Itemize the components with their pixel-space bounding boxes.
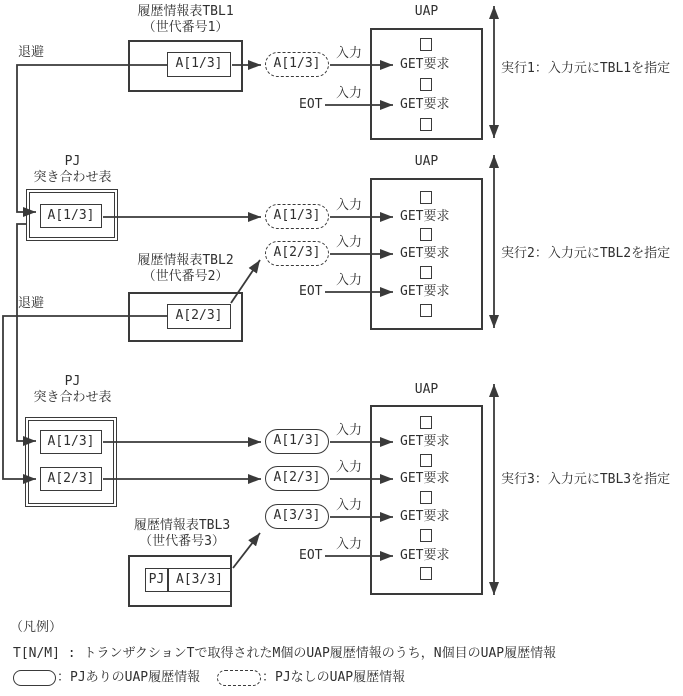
uap1-square-2 [420,78,432,91]
pj2-subtitle: 突き合わせ表 [33,390,112,405]
tbl3-entry: A[3/3] [168,568,231,592]
uap2-square-2 [420,228,432,241]
tbl3-subtitle: （世代番号3） [139,534,225,549]
exec3-label: 実行3：入力元にTBL3を指定 [501,472,671,487]
node-a23-exec3: A[2/3] [265,466,329,491]
uap3-square-4 [420,529,432,542]
tbl1-title: 履歴情報表TBL1 [137,4,234,19]
pj2-title: PJ [64,374,81,389]
tbl1-subtitle: （世代番号1） [142,20,229,35]
input-label-2-1: 入力 [336,198,363,213]
eot-label-2: EOT [299,284,323,299]
exec1-label: 実行1：入力元にTBL1を指定 [501,61,671,76]
legend-without-pj-label: ：PJなしのUAP履歴情報 [262,670,406,685]
uap1-title: UAP [414,4,439,19]
line-tbl3-diagonal-to-node3c [233,533,260,568]
pj2-entry-a13: A[1/3] [40,430,102,454]
legend-title: （凡例） [10,620,63,635]
node-a13-exec1: A[1/3] [265,52,329,77]
uap3-get-2: GET要求 [400,471,450,486]
uap3-square-1 [420,416,432,429]
input-label-2-2: 入力 [336,235,363,250]
uap1-square-3 [420,118,432,131]
uap1-square-1 [420,38,432,51]
input-label-1-1: 入力 [336,46,363,61]
eot-label-1: EOT [299,97,323,112]
uap2-title: UAP [414,154,439,169]
pj1-subtitle: 突き合わせ表 [33,170,112,185]
tbl3-title: 履歴情報表TBL3 [133,518,231,533]
uap3-square-3 [420,491,432,504]
pj1-entry-a13: A[1/3] [40,204,102,228]
tbl2-subtitle: （世代番号2） [142,269,229,284]
evacuate-label-2: 退避 [18,296,45,311]
input-label-3-1: 入力 [336,423,363,438]
input-label-1-2: 入力 [336,86,363,101]
legend-with-pj-label: ：PJありのUAP履歴情報 [57,670,201,685]
node-a13-exec3: A[1/3] [265,429,329,454]
uap2-square-4 [420,304,432,317]
eot-label-3: EOT [299,548,323,563]
uap2-get-2: GET要求 [400,246,450,261]
uap2-get-1: GET要求 [400,209,450,224]
tbl2-title: 履歴情報表TBL2 [137,253,234,268]
evacuate-label-1: 退避 [18,45,45,60]
uap3-square-2 [420,454,432,467]
uap3-get-4: GET要求 [400,548,450,563]
uap1-get-1: GET要求 [400,57,450,72]
input-label-3-2: 入力 [336,460,363,475]
uap3-get-3: GET要求 [400,509,450,524]
node-a33-exec3: A[3/3] [265,504,329,529]
input-label-3-3: 入力 [336,498,363,513]
uap2-square-3 [420,266,432,279]
pj2-entry-a23: A[2/3] [40,467,102,491]
pj1-title: PJ [64,154,81,169]
uap2-square-1 [420,191,432,204]
uap3-get-1: GET要求 [400,434,450,449]
legend-solid-node-sample [13,670,56,686]
node-a23-exec2: A[2/3] [265,241,329,266]
exec2-label: 実行2：入力元にTBL2を指定 [501,246,671,261]
legend-dashed-node-sample [217,670,261,686]
input-label-2-3: 入力 [336,273,363,288]
tbl1-entry: A[1/3] [167,52,231,77]
tbl2-entry: A[2/3] [167,304,231,329]
line-pj1-down-to-pj2 [17,224,36,441]
input-label-3-4: 入力 [336,537,363,552]
uap3-title: UAP [414,382,439,397]
tbl3-entry-pj-cell: PJ [145,568,168,592]
uap3-square-5 [420,567,432,580]
node-a13-exec2: A[1/3] [265,204,329,229]
uap2-get-3: GET要求 [400,284,450,299]
legend-tnm-description: T[N/M] : トランザクションTで取得されたM個のUAP履歴情報のうち，N個目のUAP履歴情報 [13,646,557,661]
uap1-get-2: GET要求 [400,97,450,112]
